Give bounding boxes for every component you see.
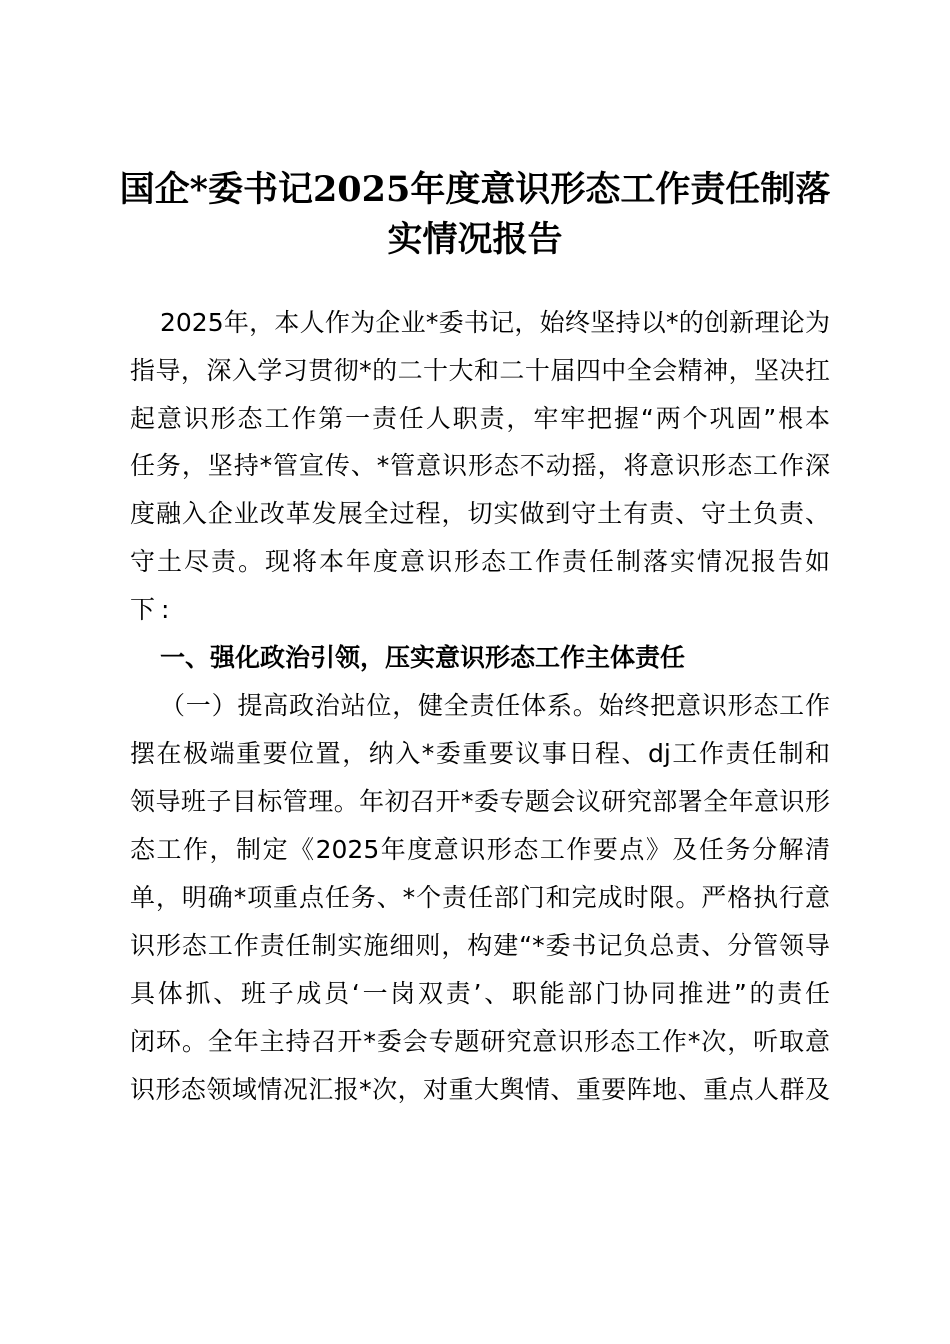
text-line: 2025年，本人作为企业*委书记，始终坚持以*的创新理论为 — [160, 308, 830, 337]
text-line: 指导，深入学习贯彻*的二十大和二十届四中全会精神，坚决扛 — [130, 356, 830, 385]
text-line: 起意识形态工作第一责任人职责，牢牢把握“两个巩固”根本 — [130, 404, 830, 433]
text-line: 摆在极端重要位置，纳入*委重要议事日程、dj工作责任制和 — [130, 739, 830, 768]
document-title-line-2: 实情况报告 — [387, 219, 563, 260]
document-title-line-1: 国企*委书记2025年度意识形态工作责任制落 — [119, 169, 831, 210]
text-line: 任务，坚持*管宣传、*管意识形态不动摇，将意识形态工作深 — [130, 451, 830, 480]
text-line: 领导班子目标管理。年初召开*委专题会议研究部署全年意识形 — [130, 787, 830, 816]
text-line: 具体抓、班子成员‘一岗双责’、职能部门协同推进”的责任 — [130, 979, 830, 1008]
text-line: 识形态领域情况汇报*次，对重大舆情、重要阵地、重点人群及 — [130, 1075, 830, 1104]
text-line: 态工作，制定《2025年度意识形态工作要点》及任务分解清 — [130, 835, 830, 864]
text-line: 闭环。全年主持召开*委会专题研究意识形态工作*次，听取意 — [130, 1027, 830, 1056]
section-heading: 一、强化政治引领，压实意识形态工作主体责任 — [160, 643, 686, 672]
text-line: （一）提高政治站位，健全责任体系。始终把意识形态工作 — [160, 691, 830, 720]
text-line: 下: — [130, 595, 176, 624]
text-line: 识形态工作责任制实施细则，构建“*委书记负总责、分管领导 — [130, 931, 830, 960]
text-line: 单，明确*项重点任务、*个责任部门和完成时限。严格执行意 — [130, 883, 830, 912]
text-line: 度融入企业改革发展全过程，切实做到守土有责、守土负责、 — [130, 499, 830, 528]
document-title — [25, 165, 925, 265]
text-line: 守土尽责。现将本年度意识形态工作责任制落实情况报告如 — [130, 547, 830, 576]
